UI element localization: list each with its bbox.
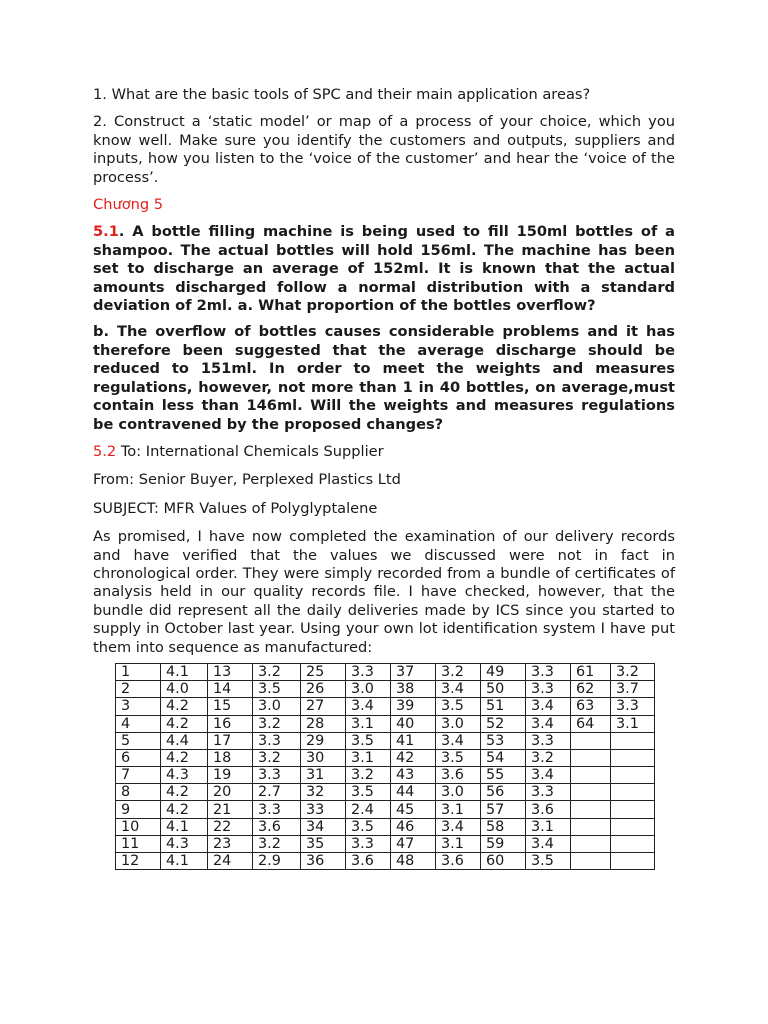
table-row [116, 853, 655, 870]
lot-number-cell: 51 [481, 698, 526, 715]
mfr-value-cell [611, 784, 655, 801]
mfr-value-cell: 3.0 [346, 681, 391, 698]
lot-number-cell: 54 [481, 749, 526, 766]
mfr-value-cell: 3.3 [253, 801, 301, 818]
mfr-value-cell: 3.5 [436, 749, 481, 766]
lot-number-cell: 27 [301, 698, 346, 715]
mfr-value-cell: 3.3 [253, 767, 301, 784]
lot-number-cell: 53 [481, 732, 526, 749]
lot-number-cell: 61 [571, 663, 611, 680]
mfr-value-cell: 3.5 [526, 853, 571, 870]
mfr-value-cell: 2.7 [253, 784, 301, 801]
mfr-value-cell: 3.3 [526, 732, 571, 749]
table-row [116, 784, 655, 801]
mfr-value-cell: 4.2 [161, 784, 208, 801]
lot-number-cell: 2 [116, 681, 161, 698]
mfr-value-cell: 3.5 [346, 784, 391, 801]
mfr-value-cell: 3.4 [526, 698, 571, 715]
lot-number-cell: 42 [391, 749, 436, 766]
mfr-value-cell: 3.4 [526, 835, 571, 852]
mfr-value-cell: 4.4 [161, 732, 208, 749]
mfr-value-cell: 3.0 [436, 715, 481, 732]
memo-body: As promised, I have now completed the examination of our delivery records and have verified that the values we discussed were not in fact in chronological order. They were simply recorded from a bundle of certificates of analysis held in our quality records file. I have checked, however, that the bundle did represent all the daily deliveries made by ICS since you started to supply in October last year. Using your own lot identification system I have put them into sequence as manufactured: [93, 528, 675, 656]
memo-to-text: To: International Chemicals Supplier [116, 442, 384, 460]
lot-number-cell: 47 [391, 835, 436, 852]
mfr-value-cell: 3.3 [346, 835, 391, 852]
mfr-value-cell: 3.2 [253, 715, 301, 732]
lot-number-cell: 18 [208, 749, 253, 766]
table-row [116, 681, 655, 698]
lot-number-cell: 19 [208, 767, 253, 784]
lot-number-cell: 60 [481, 853, 526, 870]
mfr-value-cell [611, 853, 655, 870]
lot-number-cell: 7 [116, 767, 161, 784]
table-row [116, 732, 655, 749]
mfr-value-cell [611, 818, 655, 835]
mfr-value-cell: 3.3 [526, 681, 571, 698]
mfr-value-cell: 4.2 [161, 749, 208, 766]
mfr-value-cell: 3.4 [436, 681, 481, 698]
mfr-value-cell: 3.1 [526, 818, 571, 835]
mfr-value-cell: 3.2 [611, 663, 655, 680]
lot-number-cell: 46 [391, 818, 436, 835]
lot-number-cell: 43 [391, 767, 436, 784]
mfr-value-cell: 3.4 [526, 715, 571, 732]
mfr-value-cell [611, 801, 655, 818]
lot-number-cell: 35 [301, 835, 346, 852]
problem-5-1-text: . A bottle filling machine is being used to fill 150ml bottles of a shampoo. The actual bottles will hold 156ml. The machine has been set to discharge an average of 152ml. It is known that the actual amounts discharged follow a normal distribution with a standard deviation of 2ml. a. What proportion of the bottles overflow? [93, 223, 675, 315]
table-row [116, 801, 655, 818]
lot-number-cell: 22 [208, 818, 253, 835]
lot-number-cell: 45 [391, 801, 436, 818]
mfr-value-cell: 3.4 [436, 818, 481, 835]
mfr-value-cell: 3.6 [436, 853, 481, 870]
lot-number-cell: 25 [301, 663, 346, 680]
lot-number-cell: 48 [391, 853, 436, 870]
lot-number-cell: 12 [116, 853, 161, 870]
table-row [116, 749, 655, 766]
question-1: 1. What are the basic tools of SPC and their main application areas? [93, 86, 591, 103]
lot-number-cell: 39 [391, 698, 436, 715]
lot-number-cell: 24 [208, 853, 253, 870]
mfr-values-table [115, 663, 655, 870]
lot-number-cell [571, 784, 611, 801]
lot-number-cell: 40 [391, 715, 436, 732]
lot-number-cell [571, 835, 611, 852]
mfr-value-cell: 3.6 [526, 801, 571, 818]
question-2: 2. Construct a ‘static model’ or map of a process of your choice, which you know well. Make sure you identify the customers and outputs, suppliers and inputs, how you listen to the ‘voice of the customer’ and hear the ‘voice of the process’. [93, 113, 675, 186]
lot-number-cell: 37 [391, 663, 436, 680]
mfr-value-cell: 3.1 [436, 835, 481, 852]
table-row [116, 835, 655, 852]
mfr-value-cell: 4.3 [161, 835, 208, 852]
lot-number-cell: 6 [116, 749, 161, 766]
lot-number-cell: 28 [301, 715, 346, 732]
document-content [93, 86, 675, 870]
lot-number-cell: 14 [208, 681, 253, 698]
problem-5-1-number: 5.1 [93, 223, 119, 241]
mfr-value-cell: 3.3 [526, 784, 571, 801]
mfr-value-cell: 2.9 [253, 853, 301, 870]
lot-number-cell: 9 [116, 801, 161, 818]
table-row [116, 663, 655, 680]
lot-number-cell [571, 818, 611, 835]
problem-5-1-part-a [93, 223, 675, 315]
lot-number-cell: 44 [391, 784, 436, 801]
lot-number-cell [571, 853, 611, 870]
mfr-value-cell: 3.1 [611, 715, 655, 732]
lot-number-cell: 13 [208, 663, 253, 680]
lot-number-cell: 50 [481, 681, 526, 698]
mfr-value-cell: 3.2 [253, 749, 301, 766]
lot-number-cell: 5 [116, 732, 161, 749]
lot-number-cell: 36 [301, 853, 346, 870]
table-row [116, 715, 655, 732]
lot-number-cell: 49 [481, 663, 526, 680]
lot-number-cell: 15 [208, 698, 253, 715]
lot-number-cell [571, 767, 611, 784]
mfr-value-cell [611, 835, 655, 852]
lot-number-cell: 20 [208, 784, 253, 801]
memo-subject: SUBJECT: MFR Values of Polyglyptalene [93, 499, 378, 517]
lot-number-cell: 64 [571, 715, 611, 732]
mfr-value-cell: 3.5 [253, 681, 301, 698]
lot-number-cell: 38 [391, 681, 436, 698]
lot-number-cell: 30 [301, 749, 346, 766]
mfr-value-cell: 3.6 [253, 818, 301, 835]
lot-number-cell: 10 [116, 818, 161, 835]
problem-5-2-number: 5.2 [93, 442, 117, 460]
mfr-value-cell: 3.2 [526, 749, 571, 766]
problem-5-1-part-b: b. The overflow of bottles causes considerable problems and it has therefore been suggested that the average discharge should be reduced to 151ml. In order to meet the weights and measures regulations, however, not more than 1 in 40 bottles, on average,must contain less than 146ml. Will the weights and measures regulations be contravened by the proposed changes? [93, 323, 675, 433]
mfr-value-cell [611, 767, 655, 784]
lot-number-cell: 17 [208, 732, 253, 749]
mfr-value-cell: 4.1 [161, 818, 208, 835]
mfr-value-cell: 3.3 [611, 698, 655, 715]
mfr-value-cell: 3.1 [436, 801, 481, 818]
mfr-value-cell: 2.4 [346, 801, 391, 818]
lot-number-cell: 31 [301, 767, 346, 784]
mfr-value-cell: 3.0 [436, 784, 481, 801]
table-row [116, 818, 655, 835]
lot-number-cell: 3 [116, 698, 161, 715]
lot-number-cell: 1 [116, 663, 161, 680]
mfr-value-cell: 3.0 [253, 698, 301, 715]
mfr-value-cell: 4.2 [161, 715, 208, 732]
lot-number-cell: 52 [481, 715, 526, 732]
lot-number-cell: 21 [208, 801, 253, 818]
mfr-value-cell: 3.1 [346, 715, 391, 732]
mfr-value-cell: 3.3 [346, 663, 391, 680]
lot-number-cell: 4 [116, 715, 161, 732]
memo-from: From: Senior Buyer, Perplexed Plastics Ltd [93, 471, 401, 489]
lot-number-cell [571, 801, 611, 818]
chapter-heading: Chương 5 [93, 196, 164, 214]
mfr-value-cell: 3.4 [526, 767, 571, 784]
lot-number-cell: 32 [301, 784, 346, 801]
mfr-value-cell: 4.1 [161, 663, 208, 680]
mfr-value-cell: 3.3 [253, 732, 301, 749]
mfr-value-cell: 3.7 [611, 681, 655, 698]
mfr-value-cell: 3.2 [346, 767, 391, 784]
lot-number-cell: 62 [571, 681, 611, 698]
lot-number-cell: 8 [116, 784, 161, 801]
lot-number-cell: 55 [481, 767, 526, 784]
lot-number-cell: 16 [208, 715, 253, 732]
lot-number-cell: 57 [481, 801, 526, 818]
mfr-value-cell: 3.6 [436, 767, 481, 784]
memo-to [93, 443, 675, 461]
lot-number-cell [571, 732, 611, 749]
lot-number-cell: 34 [301, 818, 346, 835]
mfr-value-cell: 3.6 [346, 853, 391, 870]
mfr-value-cell: 4.0 [161, 681, 208, 698]
mfr-value-cell: 3.5 [346, 732, 391, 749]
lot-number-cell: 63 [571, 698, 611, 715]
lot-number-cell: 56 [481, 784, 526, 801]
table-row [116, 698, 655, 715]
mfr-value-cell: 4.2 [161, 698, 208, 715]
lot-number-cell: 58 [481, 818, 526, 835]
mfr-value-cell: 4.3 [161, 767, 208, 784]
mfr-value-cell: 3.1 [346, 749, 391, 766]
mfr-value-cell: 3.2 [253, 663, 301, 680]
mfr-value-cell: 3.2 [436, 663, 481, 680]
mfr-value-cell: 3.4 [346, 698, 391, 715]
lot-number-cell: 11 [116, 835, 161, 852]
mfr-value-cell: 3.5 [436, 698, 481, 715]
mfr-value-cell: 3.5 [346, 818, 391, 835]
mfr-value-cell: 4.2 [161, 801, 208, 818]
mfr-value-cell [611, 749, 655, 766]
mfr-value-cell: 3.2 [253, 835, 301, 852]
mfr-value-cell: 3.4 [436, 732, 481, 749]
lot-number-cell: 41 [391, 732, 436, 749]
lot-number-cell [571, 749, 611, 766]
lot-number-cell: 23 [208, 835, 253, 852]
table-row [116, 767, 655, 784]
mfr-value-cell: 4.1 [161, 853, 208, 870]
mfr-value-cell: 3.3 [526, 663, 571, 680]
lot-number-cell: 26 [301, 681, 346, 698]
lot-number-cell: 33 [301, 801, 346, 818]
mfr-table-body [116, 663, 655, 869]
lot-number-cell: 59 [481, 835, 526, 852]
mfr-value-cell [611, 732, 655, 749]
lot-number-cell: 29 [301, 732, 346, 749]
